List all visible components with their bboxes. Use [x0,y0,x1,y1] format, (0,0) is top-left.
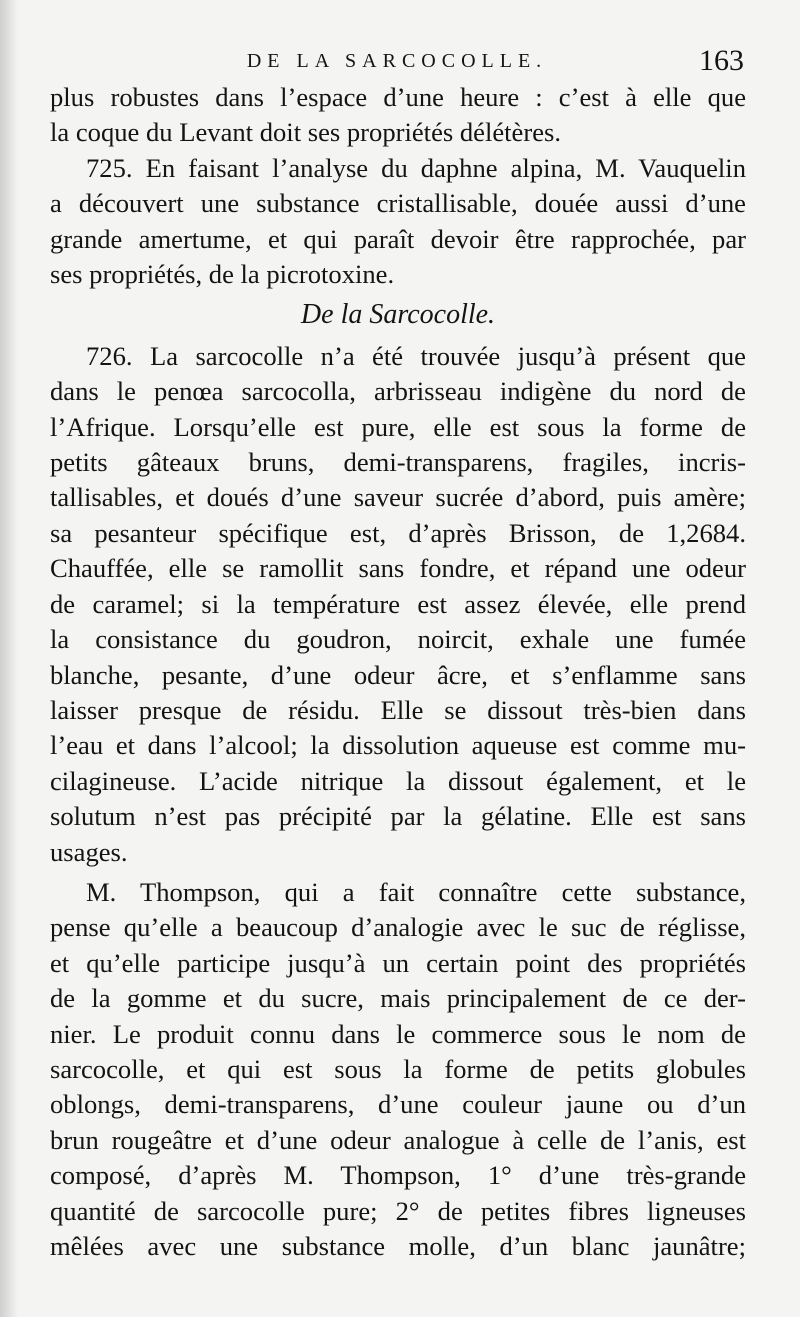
text-line: brun rougeâtre et d’une odeur analogue à celle de l’anis, est [50,1124,746,1155]
text-line: solutum n’est pas précipité par la gélatine. Elle est sans [50,801,746,832]
text-line: quantité de sarcocolle pure; 2° de petites fibres ligneuses [50,1195,746,1226]
text-line: composé, d’après M. Thompson, 1° d’une très-grande [50,1160,746,1191]
text-line: sa pesanteur spécifique est, d’après Brisson, de 1,2684. [50,517,746,548]
text-line: l’eau et dans l’alcool; la dissolution aqueuse est comme mu- [50,730,746,761]
text-line: grande amertume, et qui paraît devoir être rapprochée, par [50,223,746,254]
text-line: de caramel; si la température est assez élevée, elle prend [50,588,746,619]
text-line: tallisables, et doués d’une saveur sucrée d’abord, puis amère; [50,482,746,513]
text-line: sarcocolle, et qui est sous la forme de petits globules [50,1053,746,1084]
text-line: et qu’elle participe jusqu’à un certain point des propriétés [50,947,746,978]
running-head [50,44,744,80]
running-title: DE LA SARCOCOLLE. [246,50,548,72]
text-line: dans le penœa sarcocolla, arbrisseau indigène du nord de [50,376,746,407]
text-line: petits gâteaux bruns, demi-transparens, fragiles, incris- [50,447,746,478]
text-line: Chauffée, elle se ramollit sans fondre, et répand une odeur [50,553,746,584]
text-line: de la gomme et du sucre, mais principalement de ce der- [50,983,746,1014]
text-line: ses propriétés, de la picrotoxine. [50,259,395,290]
text-line: la consistance du goudron, noircit, exhale une fumée [50,624,746,655]
text-line: pense qu’elle a beaucoup d’analogie avec le suc de réglisse, [50,912,746,943]
text-line: nier. Le produit connu dans le commerce sous le nom de [50,1018,746,1049]
text-line: M. Thompson, qui a fait connaître cette substance, [86,876,746,907]
text-line: l’Afrique. Lorsqu’elle est pure, elle est sous la forme de [50,411,746,442]
text-line: 726. La sarcocolle n’a été trouvée jusqu’à présent que [86,340,746,371]
text-line: usages. [50,836,128,867]
text-line: blanche, pesante, d’une odeur âcre, et s’enflamme sans [50,659,746,690]
text-line: plus robustes dans l’espace d’une heure : c’est à elle que [50,82,746,112]
text-line: 725. En faisant l’analyse du daphne alpina, M. Vauquelin [86,152,746,183]
text-line: a découvert une substance cristallisable, douée aussi d’une [50,188,746,219]
page-number: 163 [699,44,744,77]
text-line: laisser presque de résidu. Elle se dissout très-bien dans [50,694,746,725]
body-text [50,80,746,1264]
text-line: oblongs, demi-transparens, d’une couleur jaune ou d’un [50,1089,746,1120]
text-line: cilagineuse. L’acide nitrique la dissout également, et le [50,765,746,796]
text-line: mêlées avec une substance molle, d’un blanc jaunâtre; [50,1231,746,1261]
text-line: la coque du Levant doit ses propriétés délétères. [50,117,562,148]
section-heading: De la Sarcocolle. [300,299,496,331]
